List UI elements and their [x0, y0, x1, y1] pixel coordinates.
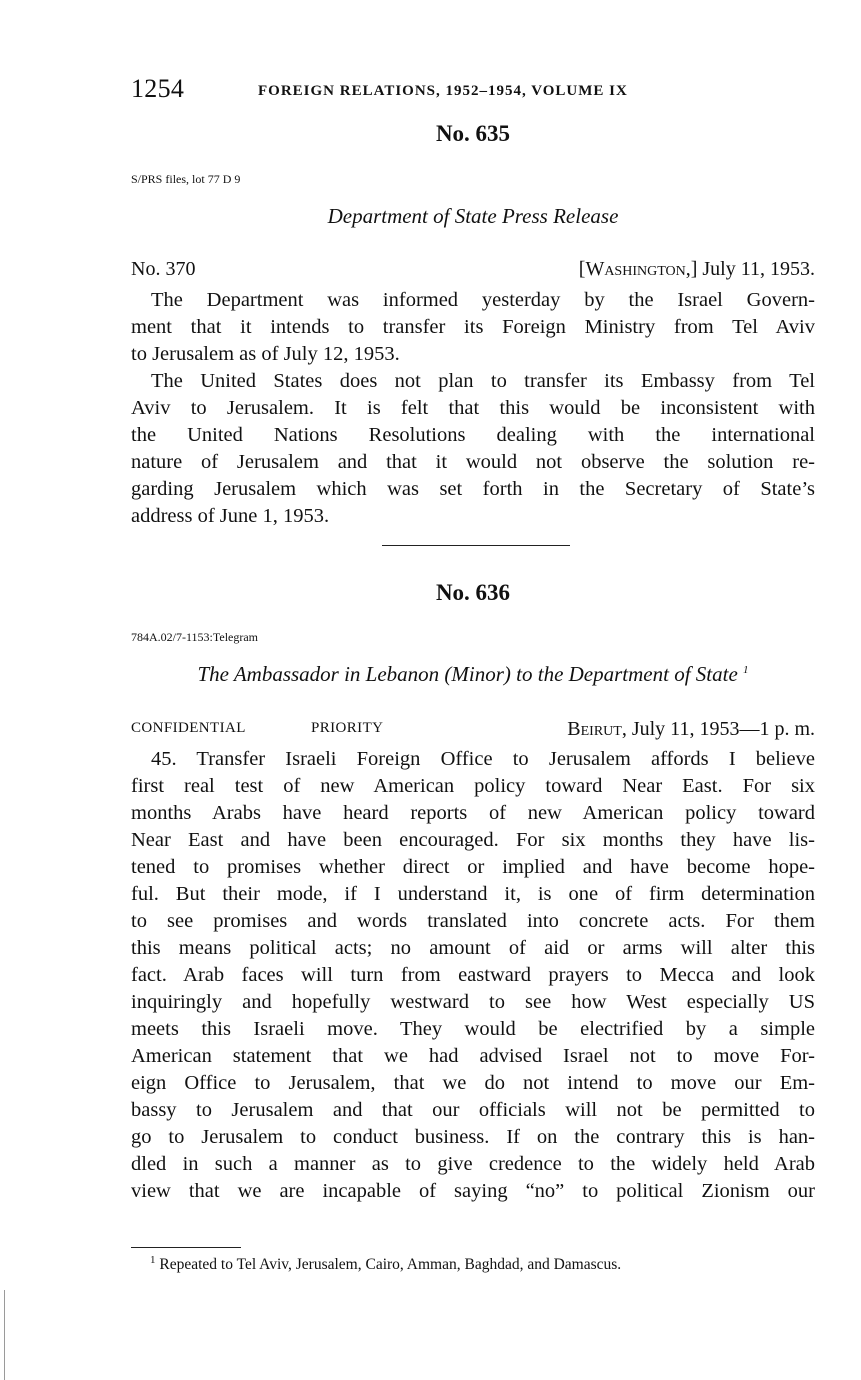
document-number-636: No. 636 [435, 580, 511, 605]
text-line: first real test of new American policy toward Near East. For six [131, 775, 815, 797]
text-line: inquiringly and hopefully westward to see how West especially US [131, 991, 815, 1013]
page-number: 1254 [131, 74, 185, 103]
text-line: the United Nations Resolutions dealing with the international [131, 424, 815, 446]
file-reference-636: 784A.02/7-1153:Telegram [131, 630, 259, 644]
volume-title: FOREIGN RELATIONS, 1952–1954, VOLUME IX [258, 83, 628, 99]
precedence: PRIORITY [311, 720, 384, 736]
release-number: No. 370 [131, 258, 196, 280]
text-line: meets this Israeli move. They would be electrified by a simple [131, 1018, 815, 1040]
text-line: Near East and have been encouraged. For six months they have lis- [131, 829, 815, 851]
section-separator [382, 545, 570, 546]
text-line: American statement that we had advised Israel not to move For- [131, 1045, 815, 1067]
text-line: tened to promises whether direct or implied and have become hope- [131, 856, 815, 878]
text-line: to see promises and words translated into concrete acts. For them [131, 910, 815, 932]
press-release-paragraph-2 [131, 368, 815, 530]
text-line: The Department was informed yesterday by the Israel Govern- [151, 289, 815, 311]
text-line: eign Office to Jerusalem, that we do not intend to move our Em- [131, 1072, 815, 1094]
footnote-marker: 1 [743, 664, 749, 676]
text-line: ful. But their mode, if I understand it, is one of firm determination [131, 883, 815, 905]
text-line: garding Jerusalem which was set forth in the Secretary of State’s [131, 478, 815, 500]
text-line: bassy to Jerusalem and that our officials will not be permitted to [131, 1099, 815, 1121]
release-place-date [579, 258, 815, 281]
release-place: [Washington,] [578, 258, 698, 280]
footnote-rule [131, 1247, 241, 1248]
telegram-place-date [567, 718, 815, 741]
heading-text: The Ambassador in Lebanon (Minor) to the Department of State [197, 662, 738, 686]
text-line: dled in such a manner as to give credence to the widely held Arab [131, 1153, 815, 1175]
text-line: view that we are incapable of saying “no” to political Zionism our [131, 1180, 815, 1202]
text-line: this means political acts; no amount of aid or arms will alter this [131, 937, 815, 959]
document-number-635: No. 635 [435, 121, 511, 146]
telegram-place: Beirut, [567, 718, 627, 740]
document-heading-635: Department of State Press Release [327, 204, 619, 228]
text-line: Aviv to Jerusalem. It is felt that this would be inconsistent with [131, 397, 815, 419]
text-line: to Jerusalem as of July 12, 1953. [131, 343, 400, 365]
running-head [131, 74, 691, 106]
footnote [150, 1253, 622, 1274]
telegram-date: July 11, 1953—1 p. m. [626, 718, 815, 740]
text-line: The United States does not plan to transfer its Embassy from Tel [151, 370, 815, 392]
text-line: 45. Transfer Israeli Foreign Office to Jerusalem affords I believe [151, 748, 815, 770]
file-reference-635: S/PRS files, lot 77 D 9 [131, 172, 241, 186]
text-line: months Arabs have heard reports of new American policy toward [131, 802, 815, 824]
text-line: fact. Arab faces will turn from eastward prayers to Mecca and look [131, 964, 815, 986]
telegram-paragraph [131, 746, 815, 1205]
text-line: nature of Jerusalem and that it would not observe the solution re- [131, 451, 815, 473]
text-line: address of June 1, 1953. [131, 505, 330, 527]
classification: CONFIDENTIAL [131, 720, 246, 736]
text-line: go to Jerusalem to conduct business. If on the contrary this is han- [131, 1126, 815, 1148]
text-line: ment that it intends to transfer its Foreign Ministry from Tel Aviv [131, 316, 815, 338]
release-date: July 11, 1953. [697, 258, 815, 280]
footnote-marker: 1 [150, 1253, 156, 1266]
footnote-text: Repeated to Tel Aviv, Jerusalem, Cairo, Amman, Baghdad, and Damascus. [155, 1256, 622, 1273]
document-heading-636 [131, 662, 815, 687]
scan-edge-line [4, 1290, 5, 1380]
press-release-paragraph-1 [131, 287, 815, 368]
